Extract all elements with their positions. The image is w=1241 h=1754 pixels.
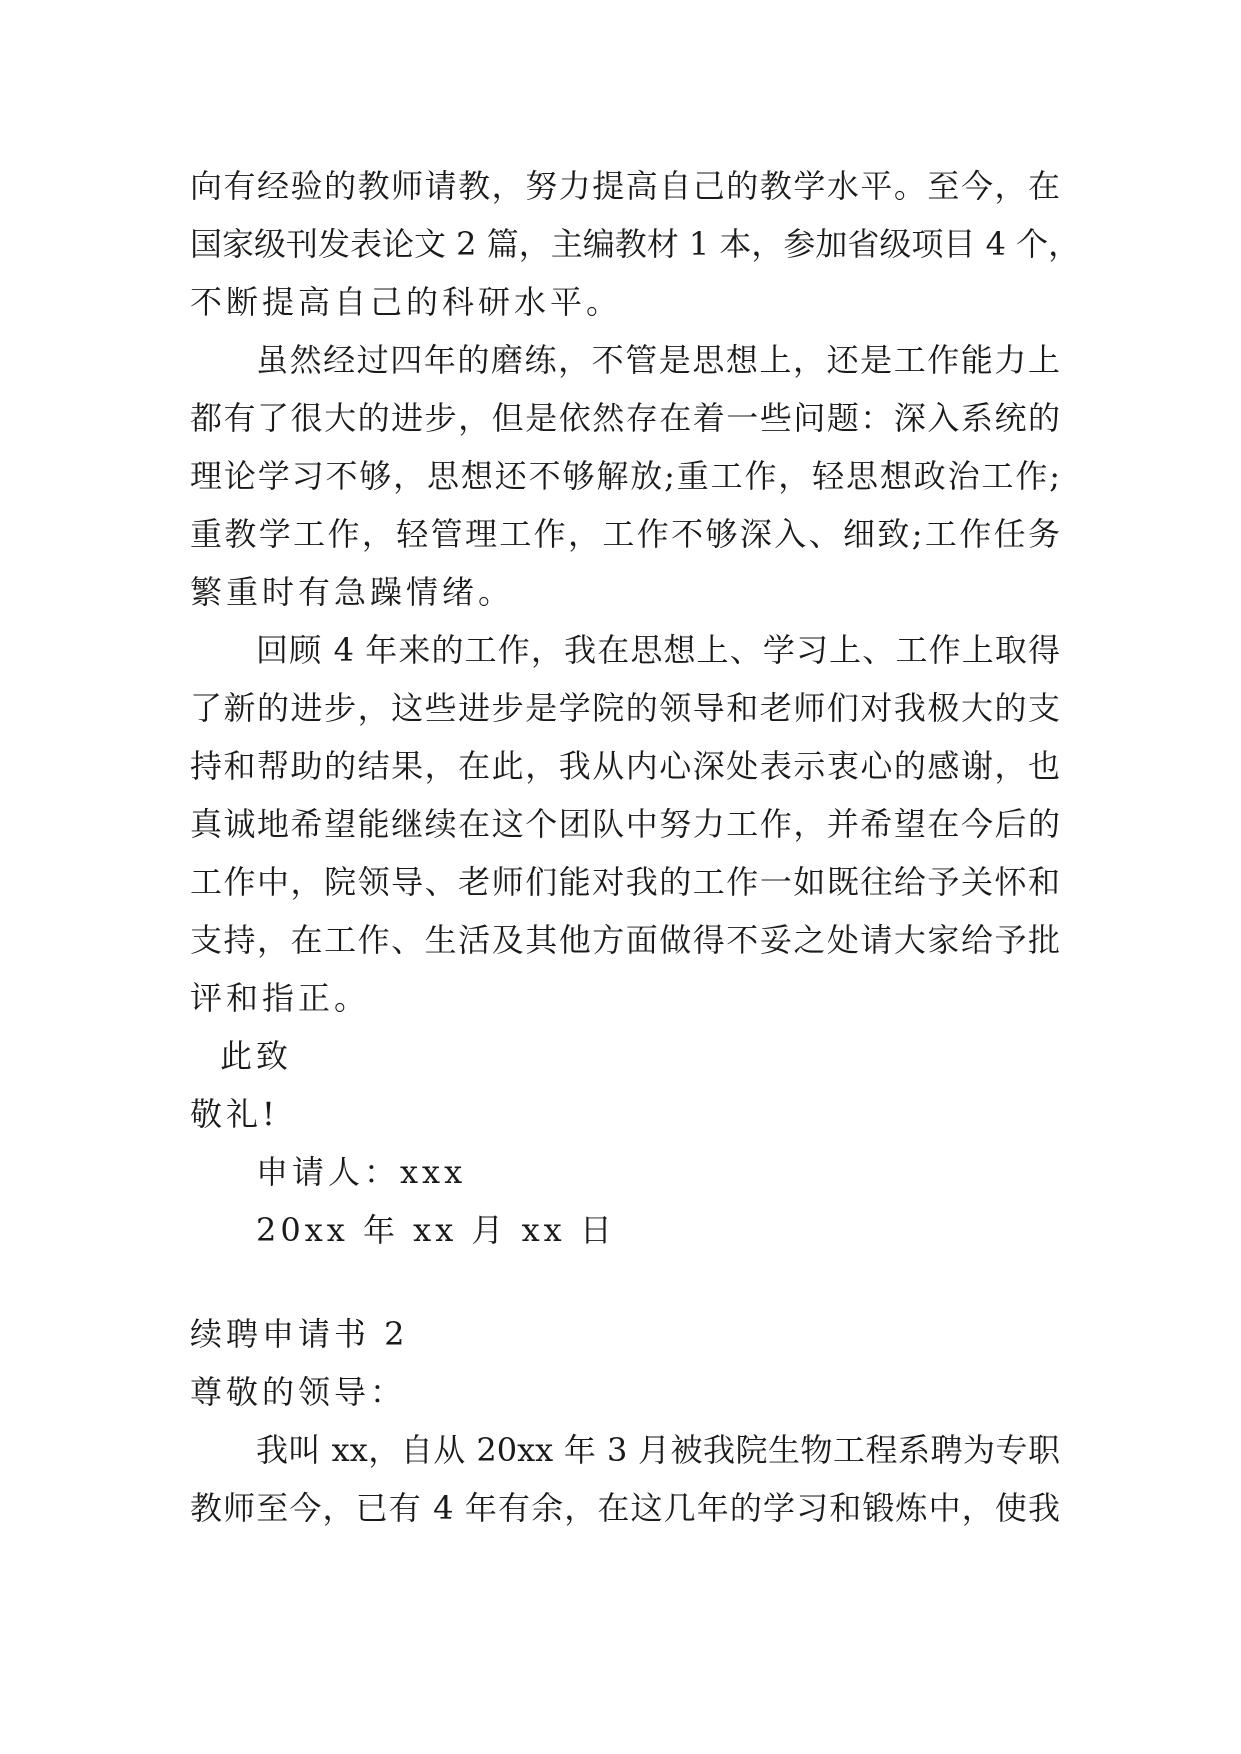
- paragraph-3-line-7: 评和指正。: [190, 979, 371, 1017]
- paragraph-2-line-5: 繁重时有急躁情绪。: [190, 573, 515, 611]
- paragraph-2-line-4: 重教学工作，轻管理工作，工作不够深入、细致;工作任务: [190, 515, 1060, 553]
- paragraph-4-line-1: 我叫 xx，自从 20xx 年 3 月被我院生物工程系聘为专职: [256, 1431, 1060, 1469]
- paragraph-3-line-3: 持和帮助的结果，在此，我从内心深处表示衷心的感谢，也: [190, 747, 1060, 785]
- paragraph-2-line-1: 虽然经过四年的磨练，不管是思想上，还是工作能力上: [256, 341, 1060, 379]
- paragraph-2-line-3: 理论学习不够，思想还不够解放;重工作，轻思想政治工作;: [190, 457, 1060, 495]
- applicant-line: 申请人：xxx: [256, 1153, 467, 1191]
- paragraph-3-line-2: 了新的进步，这些进步是学院的领导和老师们对我极大的支: [190, 689, 1060, 727]
- closing-phrase: 此致: [220, 1037, 293, 1075]
- paragraph-3-line-4: 真诚地希望能继续在这个团队中努力工作，并希望在今后的: [190, 805, 1060, 843]
- date-line: 20xx 年 xx 月 xx 日: [256, 1211, 616, 1249]
- paragraph-3-line-5: 工作中，院领导、老师们能对我的工作一如既往给予关怀和: [190, 863, 1060, 901]
- paragraph-2-line-2: 都有了很大的进步，但是依然存在着一些问题：深入系统的: [190, 399, 1060, 437]
- body-line-2: 国家级刊发表论文 2 篇，主编教材 1 本，参加省级项目 4 个，: [190, 225, 1081, 263]
- body-line-1: 向有经验的教师请教，努力提高自己的教学水平。至今，在: [190, 167, 1060, 205]
- paragraph-4-line-2: 教师至今，已有 4 年有余，在这几年的学习和锻炼中，使我: [190, 1489, 1060, 1527]
- paragraph-3-line-6: 支持，在工作、生活及其他方面做得不妥之处请大家给予批: [190, 921, 1060, 959]
- paragraph-3-line-1: 回顾 4 年来的工作，我在思想上、学习上、工作上取得: [256, 631, 1060, 669]
- body-line-3: 不断提高自己的科研水平。: [190, 283, 623, 321]
- section-title: 续聘申请书 2: [190, 1315, 409, 1353]
- greeting: 尊敬的领导：: [190, 1373, 407, 1411]
- salutation-closing: 敬礼!: [190, 1095, 279, 1133]
